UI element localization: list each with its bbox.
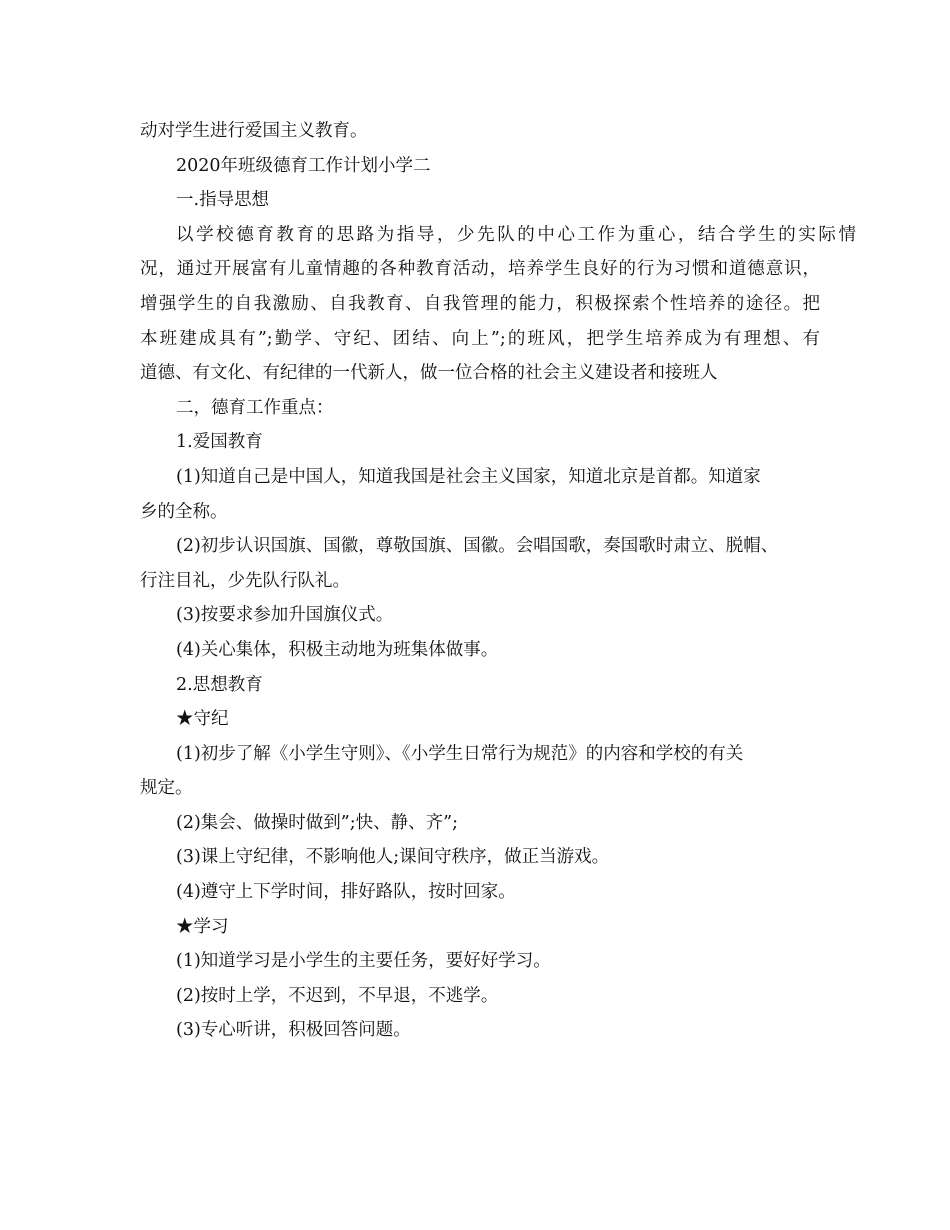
paragraph-line: (1)初步了解《小学生守则》、《小学生日常行为规范》的内容和学校的有关 (176, 743, 744, 764)
paragraph-line: (3)专心听讲，积极回答问题。 (176, 1020, 411, 1041)
paragraph-line: (1)知道学习是小学生的主要任务，要好好学习。 (176, 951, 551, 972)
paragraph-line: 以学校德育教育的思路为指导，少先队的中心工作为重心，结合学生的实际情 (176, 224, 856, 245)
paragraph-line: (2)集会、做操时做到”;快、静、齐”; (176, 812, 458, 833)
paragraph-line: 道德、有文化、有纪律的一代新人，做一位合格的社会主义建设者和接班人 (140, 363, 718, 384)
paragraph-line: 1.爱国教育 (176, 432, 263, 453)
paragraph-line: 一.指导思想 (176, 190, 270, 211)
paragraph-line: ★守纪 (176, 709, 229, 730)
paragraph-line: 行注目礼，少先队行队礼。 (140, 570, 350, 591)
paragraph-line: 2.思想教育 (176, 674, 263, 695)
paragraph-line: 增强学生的自我激励、自我教育、自我管理的能力，积极探索个性培养的途径。把 (140, 293, 820, 314)
paragraph-line: (3)课上守纪律，不影响他人;课间守秩序，做正当游戏。 (176, 847, 610, 868)
paragraph-line: 二，德育工作重点： (176, 397, 334, 418)
paragraph-line: 况，通过开展富有儿童情趣的各种教育活动，培养学生良好的行为习惯和道德意识， (140, 259, 820, 280)
paragraph-line: (1)知道自己是中国人，知道我国是社会主义国家，知道北京是首都。知道家 (176, 466, 761, 487)
paragraph-line: (3)按要求参加升国旗仪式。 (176, 605, 394, 626)
paragraph-line: 规定。 (140, 778, 193, 799)
paragraph-line: 2020年班级德育工作计划小学二 (176, 155, 431, 176)
paragraph-line: (4)遵守上下学时间，排好路队，按时回家。 (176, 882, 516, 903)
paragraph-line: 本班建成具有”;勤学、守纪、团结、向上”;的班风，把学生培养成为有理想、有 (140, 328, 820, 349)
paragraph-line: (4)关心集体，积极主动地为班集体做事。 (176, 639, 499, 660)
paragraph-line: 动对学生进行爱国主义教育。 (140, 121, 368, 141)
paragraph-line: ★学习 (176, 916, 229, 937)
paragraph-line: (2)初步认识国旗、国徽，尊敬国旗、国徽。会唱国歌，奏国歌时肃立、脱帽、 (176, 536, 779, 557)
paragraph-line: (2)按时上学，不迟到，不早退，不逃学。 (176, 985, 499, 1006)
paragraph-line: 乡的全称。 (140, 501, 228, 522)
document-body (140, 114, 856, 1048)
